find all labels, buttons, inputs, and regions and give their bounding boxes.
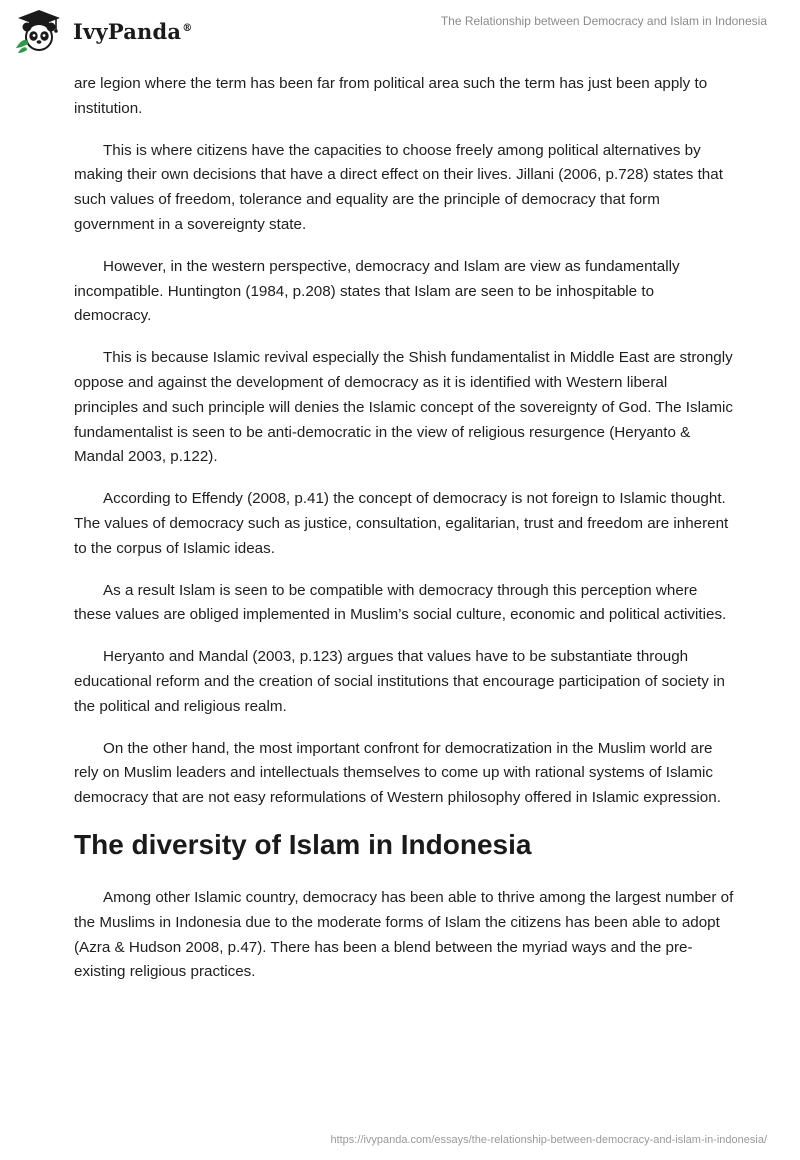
source-url[interactable]: https://ivypanda.com/essays/the-relationship-between-democracy-and-islam-in-indonesia/ — [330, 1134, 767, 1146]
paragraph: On the other hand, the most important confront for democratization in the Muslim world are rely on Muslim leaders and intellectuals themselves to come up with rational systems of Islamic democracy that are not easy reformulations of Western philosophy offered in Islamic expression. — [74, 739, 721, 807]
paragraph: This is where citizens have the capacities to choose freely among political alternatives by making their own decisions that have a direct effect on their lives. Jillani (2006, p.728) states that such values of freedom, tolerance and equality are the principle of democracy that form government in a sovereignty state. — [74, 141, 723, 233]
section-heading: The diversity of Islam in Indonesia — [74, 828, 532, 860]
paragraph: Among other Islamic country, democracy has been able to thrive among the largest number of the Muslims in Indonesia due to the moderate forms of Islam the citizens has been able to adopt (Azra & Hudson 2008, p.47). There has been a blend between the myriad ways and the pre-existing religious practices. — [74, 888, 734, 981]
paragraph: are legion where the term has been far from political area such the term has just been apply to institution. — [74, 75, 708, 117]
paragraph: This is because Islamic revival especially the Shish fundamentalist in Middle East are strongly oppose and against the development of democracy as it is identified with Western liberal principles and such principle will denies the Islamic concept of the sovereignty of God. The Islamic fundamentalist is seen to be anti-democratic in the view of religious resurgence (Heryanto & Mandal 2003, p.122). — [74, 349, 734, 466]
panda-graduate-icon — [14, 8, 64, 54]
article-body — [74, 72, 734, 1002]
document-title: The Relationship between Democracy and Islam in Indonesia — [440, 14, 767, 28]
paragraph: As a result Islam is seen to be compatible with democracy through this perception where these values are obliged implemented in Muslim’s social culture, economic and political activities. — [74, 581, 727, 624]
paragraph: Heryanto and Mandal (2003, p.123) argues that values have to be substantiate through educational reform and the creation of social institutions that encourage participation of society in the political and religious realm. — [74, 648, 725, 715]
paragraph: However, in the western perspective, democracy and Islam are view as fundamentally incompatible. Huntington (1984, p.208) states that Islam are seen to be inhospitable to democracy. — [74, 257, 680, 325]
ivypanda-logo[interactable] — [14, 8, 192, 54]
brand-name: IvyPanda® — [73, 18, 193, 44]
paragraph: According to Effendy (2008, p.41) the concept of democracy is not foreign to Islamic thought. The values of democracy such as justice, consultation, egalitarian, trust and freedom are inherent to the corpus of Islamic ideas. — [74, 490, 729, 557]
page-header — [0, 0, 800, 66]
